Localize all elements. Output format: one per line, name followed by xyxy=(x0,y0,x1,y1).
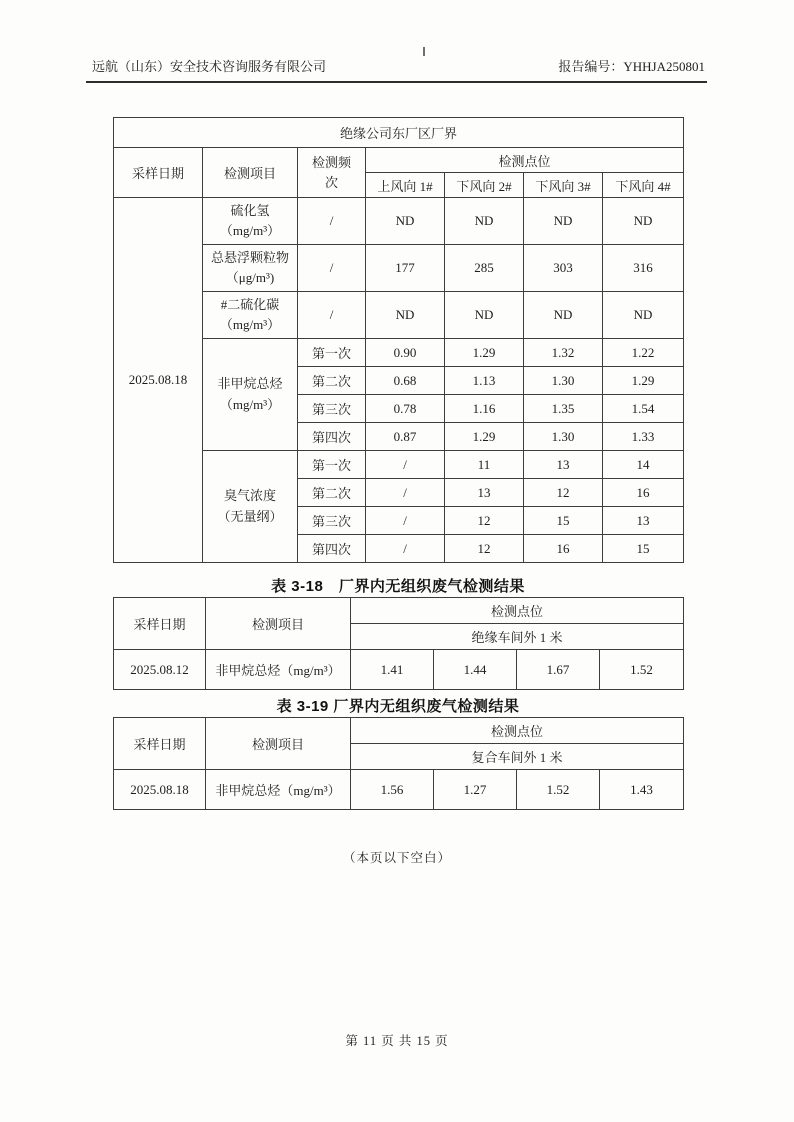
cell-value: ND xyxy=(366,292,445,339)
cell-item-cs2 xyxy=(203,292,298,339)
cell-value: 1.22 xyxy=(603,339,684,367)
item-name: 非甲烷总烃 xyxy=(217,376,283,392)
cell-item: 非甲烷总烃（mg/m³） xyxy=(206,650,351,690)
cell-value: 1.27 xyxy=(434,770,517,810)
cell-value: 1.44 xyxy=(434,650,517,690)
cell-value: 1.30 xyxy=(524,367,603,395)
boundary-gas-table xyxy=(113,117,684,563)
cell-value: 1.52 xyxy=(600,650,684,690)
cell-value: 15 xyxy=(524,507,603,535)
item-unit: （mg/m³） xyxy=(219,317,281,332)
cell-frequency: / xyxy=(298,198,366,245)
header-sample-date: 采样日期 xyxy=(114,148,203,198)
cell-value: 285 xyxy=(445,245,524,292)
item-name: 总悬浮颗粒物 xyxy=(210,249,289,265)
item-unit: （μg/m³) xyxy=(225,270,275,285)
cell-value: ND xyxy=(524,198,603,245)
header-points-group: 检测点位 xyxy=(351,598,684,624)
cell-value: 12 xyxy=(445,535,524,563)
header-location: 复合车间外 1 米 xyxy=(351,744,684,770)
cell-sample-date: 2025.08.18 xyxy=(114,198,203,563)
cell-frequency: / xyxy=(298,245,366,292)
cell-value: 13 xyxy=(445,479,524,507)
cell-value: 0.87 xyxy=(366,423,445,451)
item-unit: （mg/m³） xyxy=(219,396,281,412)
cell-value: 1.13 xyxy=(445,367,524,395)
cell-frequency: 第三次 xyxy=(298,507,366,535)
cell-value: 12 xyxy=(524,479,603,507)
cell-value: 1.32 xyxy=(524,339,603,367)
cell-frequency: 第四次 xyxy=(298,535,366,563)
cell-value: 1.29 xyxy=(445,423,524,451)
item-name: 硫化氢 xyxy=(230,202,270,218)
cell-value: 1.35 xyxy=(524,395,603,423)
cell-value: ND xyxy=(445,198,524,245)
cell-value: 14 xyxy=(603,451,684,479)
cell-frequency: 第二次 xyxy=(298,367,366,395)
table-3-19-caption: 表 3-19 厂界内无组织废气检测结果 xyxy=(276,698,520,715)
cell-frequency: 第三次 xyxy=(298,395,366,423)
table-3-18 xyxy=(113,597,684,690)
cell-value: / xyxy=(366,535,445,563)
document-header xyxy=(86,56,707,83)
cell-sample-date: 2025.08.12 xyxy=(114,650,206,690)
cell-value: 177 xyxy=(366,245,445,292)
cell-value: 12 xyxy=(445,507,524,535)
cell-frequency: 第四次 xyxy=(298,423,366,451)
cell-value: 0.90 xyxy=(366,339,445,367)
cell-item: 非甲烷总烃（mg/m³） xyxy=(206,770,351,810)
header-point-downwind-2: 下风向 2# xyxy=(445,173,524,198)
company-name: 远航（山东）安全技术咨询服务有限公司 xyxy=(92,59,327,74)
header-location: 绝缘车间外 1 米 xyxy=(351,624,684,650)
cell-item-tsp xyxy=(203,245,298,292)
cell-frequency: / xyxy=(298,292,366,339)
cell-value: 1.43 xyxy=(600,770,684,810)
cell-value: 1.52 xyxy=(517,770,600,810)
cell-item-odor xyxy=(203,451,298,563)
cell-value: 16 xyxy=(524,535,603,563)
report-number xyxy=(558,56,705,75)
cell-value: ND xyxy=(445,292,524,339)
header-item: 检测项目 xyxy=(203,148,298,198)
cell-value: ND xyxy=(366,198,445,245)
scan-artifact xyxy=(423,47,425,56)
cell-value: 11 xyxy=(445,451,524,479)
item-name: 臭气浓度 xyxy=(223,488,276,504)
cell-value: / xyxy=(366,507,445,535)
header-frequency-text: 检测频次 xyxy=(311,155,351,190)
cell-value: 1.41 xyxy=(351,650,434,690)
cell-value: / xyxy=(366,479,445,507)
cell-value: ND xyxy=(603,198,684,245)
cell-value: 1.54 xyxy=(603,395,684,423)
report-number-value: YHHJA250801 xyxy=(623,59,705,74)
cell-value: 1.16 xyxy=(445,395,524,423)
blank-page-note: （本页以下空白） xyxy=(342,851,451,865)
item-unit: （无量纲） xyxy=(217,508,283,524)
header-points-group: 检测点位 xyxy=(351,718,684,744)
cell-value: ND xyxy=(524,292,603,339)
cell-value: / xyxy=(366,451,445,479)
item-unit: （mg/m³） xyxy=(219,223,281,238)
cell-frequency: 第二次 xyxy=(298,479,366,507)
header-sample-date: 采样日期 xyxy=(114,718,206,770)
cell-value: 303 xyxy=(524,245,603,292)
header-points-group: 检测点位 xyxy=(366,148,684,173)
cell-frequency: 第一次 xyxy=(298,339,366,367)
item-name: #二硫化碳 xyxy=(220,296,280,312)
cell-value: 16 xyxy=(603,479,684,507)
cell-value: 15 xyxy=(603,535,684,563)
cell-value: 1.33 xyxy=(603,423,684,451)
cell-item-h2s xyxy=(203,198,298,245)
cell-value: 13 xyxy=(524,451,603,479)
cell-item-nmhc xyxy=(203,339,298,451)
header-frequency xyxy=(298,148,366,198)
cell-value: 1.29 xyxy=(445,339,524,367)
cell-value: 1.67 xyxy=(517,650,600,690)
header-point-upwind-1: 上风向 1# xyxy=(366,173,445,198)
cell-value: 0.78 xyxy=(366,395,445,423)
header-sample-date: 采样日期 xyxy=(114,598,206,650)
header-point-downwind-4: 下风向 4# xyxy=(603,173,684,198)
cell-value: 316 xyxy=(603,245,684,292)
cell-value: 0.68 xyxy=(366,367,445,395)
table-3-19 xyxy=(113,717,684,810)
cell-value: 1.56 xyxy=(351,770,434,810)
header-item: 检测项目 xyxy=(206,718,351,770)
header-point-downwind-3: 下风向 3# xyxy=(524,173,603,198)
header-item: 检测项目 xyxy=(206,598,351,650)
cell-value: 1.29 xyxy=(603,367,684,395)
cell-frequency: 第一次 xyxy=(298,451,366,479)
table-title-cell: 绝缘公司东厂区厂界 xyxy=(114,118,684,148)
cell-value: 13 xyxy=(603,507,684,535)
report-number-label: 报告编号： xyxy=(558,59,624,74)
cell-value: 1.30 xyxy=(524,423,603,451)
page-number: 第 11 页 共 15 页 xyxy=(345,1034,449,1048)
table-3-18-caption: 表 3-18 厂界内无组织废气检测结果 xyxy=(271,578,525,595)
cell-value: ND xyxy=(603,292,684,339)
cell-sample-date: 2025.08.18 xyxy=(114,770,206,810)
